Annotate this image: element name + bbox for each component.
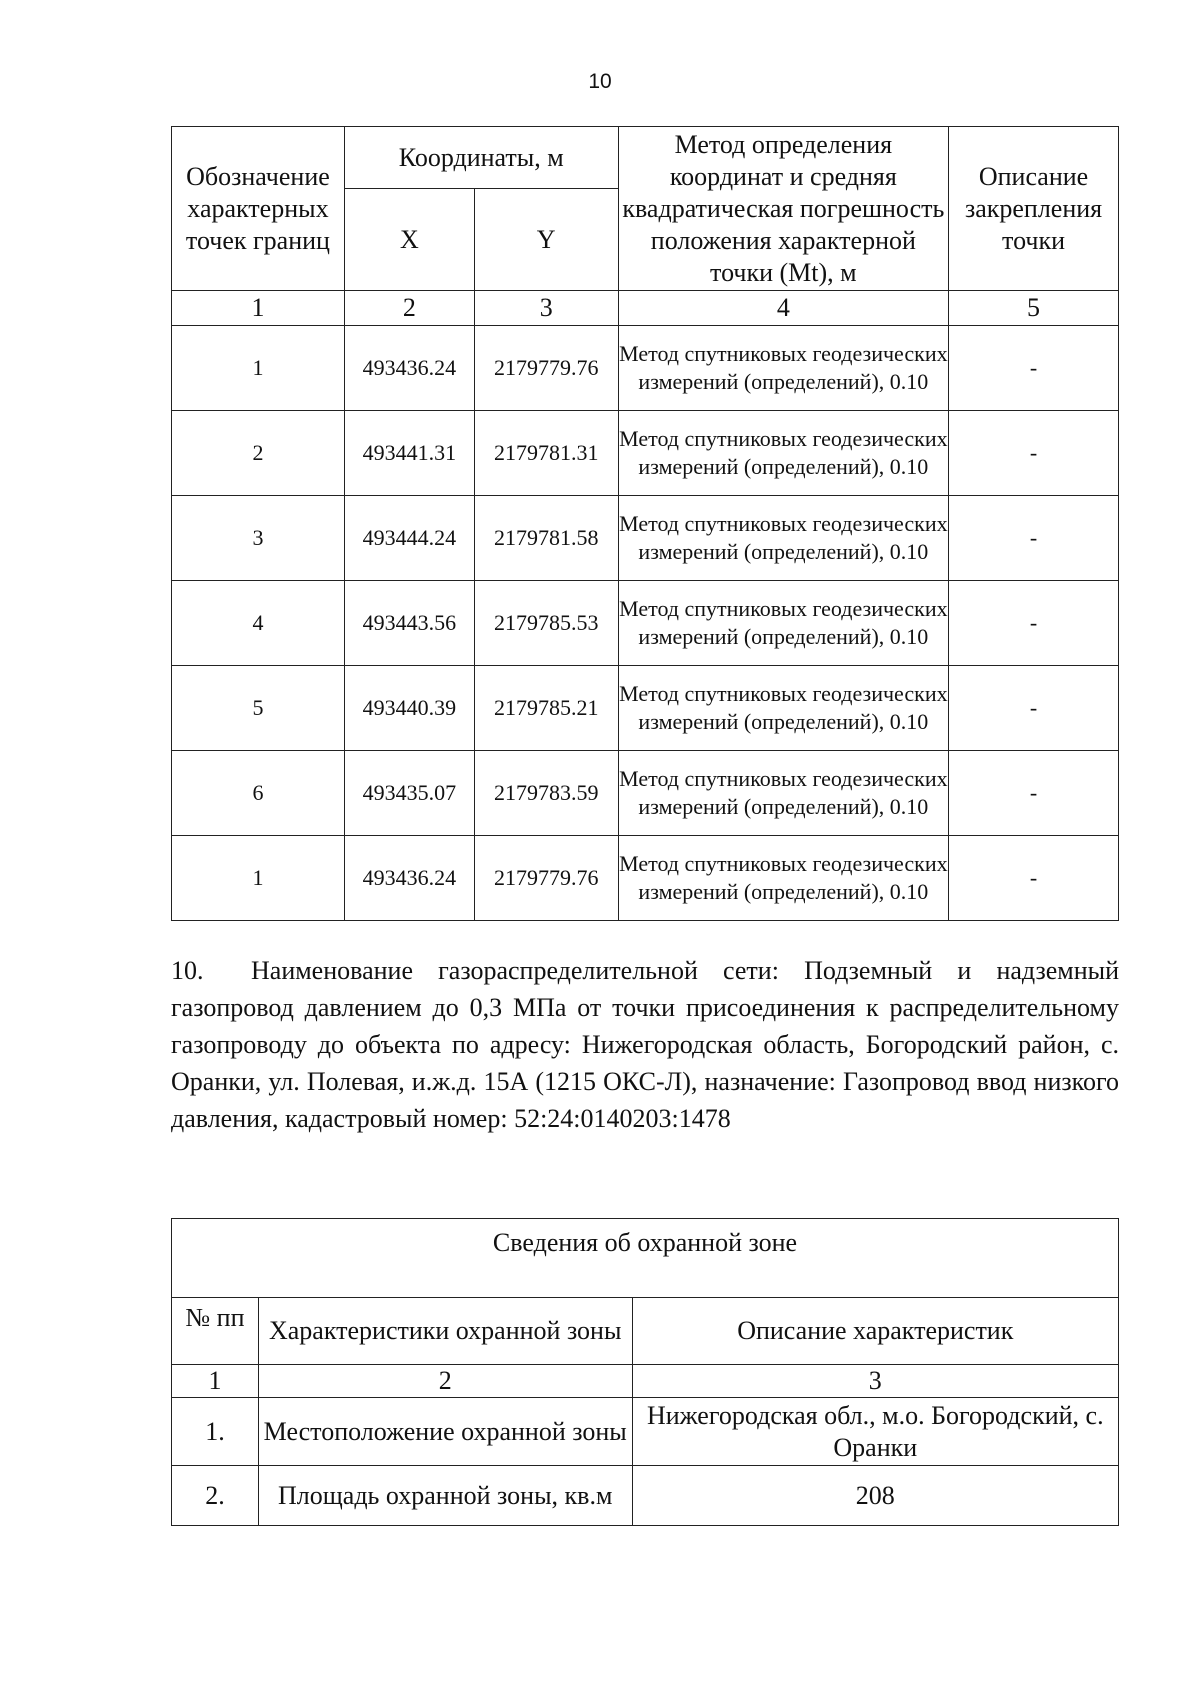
y-value: 2179785.21	[474, 666, 618, 751]
point-id: 5	[172, 666, 345, 751]
row-num: 2.	[172, 1466, 259, 1526]
table-row	[172, 581, 1119, 666]
header-zone-description: Описание характеристик	[632, 1298, 1118, 1365]
header-designation: Обозначение характерных точек границ	[172, 127, 345, 291]
row-description: 208	[632, 1466, 1118, 1526]
header-method: Метод определения координат и средняя квадратическая погрешность положения характерной точки (Mt), м	[618, 127, 948, 291]
description-text: -	[949, 326, 1119, 411]
column-number: 4	[618, 291, 948, 326]
description-text: -	[949, 836, 1119, 921]
method-text: Метод спутниковых геодезических измерений (определений), 0.10	[618, 581, 948, 666]
row-characteristic: Местоположение охранной зоны	[258, 1398, 632, 1466]
table-row	[172, 1398, 1119, 1466]
table-row	[172, 751, 1119, 836]
x-value: 493444.24	[344, 496, 474, 581]
method-text: Метод спутниковых геодезических измерений (определений), 0.10	[618, 751, 948, 836]
section-paragraph	[171, 952, 1119, 1137]
column-number-row	[172, 291, 1119, 326]
method-text: Метод спутниковых геодезических измерений (определений), 0.10	[618, 326, 948, 411]
zone-table-title-row	[172, 1219, 1119, 1298]
row-num: 1.	[172, 1398, 259, 1466]
point-id: 1	[172, 326, 345, 411]
section-number: 10.	[171, 956, 204, 985]
table-row	[172, 1466, 1119, 1526]
y-value: 2179781.58	[474, 496, 618, 581]
x-value: 493435.07	[344, 751, 474, 836]
description-text: -	[949, 751, 1119, 836]
description-text: -	[949, 411, 1119, 496]
header-y: Y	[474, 189, 618, 291]
point-id: 1	[172, 836, 345, 921]
x-value: 493440.39	[344, 666, 474, 751]
table-row	[172, 411, 1119, 496]
header-num: № пп	[172, 1298, 259, 1365]
header-characteristic: Характеристики охранной зоны	[258, 1298, 632, 1365]
x-value: 493443.56	[344, 581, 474, 666]
column-number: 5	[949, 291, 1119, 326]
method-text: Метод спутниковых геодезических измерений (определений), 0.10	[618, 666, 948, 751]
description-text: -	[949, 496, 1119, 581]
point-id: 6	[172, 751, 345, 836]
x-value: 493436.24	[344, 326, 474, 411]
y-value: 2179783.59	[474, 751, 618, 836]
point-id: 4	[172, 581, 345, 666]
column-number: 1	[172, 291, 345, 326]
zone-table-header-row	[172, 1298, 1119, 1365]
method-text: Метод спутниковых геодезических измерений (определений), 0.10	[618, 836, 948, 921]
table-row	[172, 666, 1119, 751]
zone-table-title: Сведения об охранной зоне	[172, 1219, 1119, 1298]
table-row	[172, 836, 1119, 921]
column-number-row	[172, 1365, 1119, 1398]
section-text: Наименование газораспределительной сети: Подземный и надземный газопровод давлением до 0,3 МПа от точки присоединения к распределительному газопроводу до объекта по адресу: Нижегородская область, Богородский район, с. Оранки, ул. Полевая, и.ж.д. 15А (1215 ОКС-Л), назначение: Газопровод ввод низкого давления, кадастровый номер: 52:24:0140203:1478	[171, 956, 1119, 1133]
row-description: Нижегородская обл., м.о. Богородский, с. Оранки	[632, 1398, 1118, 1466]
y-value: 2179779.76	[474, 836, 618, 921]
header-coordinates: Координаты, м	[344, 127, 618, 189]
y-value: 2179785.53	[474, 581, 618, 666]
column-number: 2	[258, 1365, 632, 1398]
description-text: -	[949, 581, 1119, 666]
page-number: 10	[588, 70, 612, 93]
table-row	[172, 326, 1119, 411]
column-number: 1	[172, 1365, 259, 1398]
description-text: -	[949, 666, 1119, 751]
coordinates-table	[171, 126, 1119, 921]
y-value: 2179781.31	[474, 411, 618, 496]
protection-zone-table	[171, 1218, 1119, 1526]
x-value: 493441.31	[344, 411, 474, 496]
column-number: 3	[632, 1365, 1118, 1398]
point-id: 3	[172, 496, 345, 581]
header-description: Описание закрепления точки	[949, 127, 1119, 291]
header-x: X	[344, 189, 474, 291]
point-id: 2	[172, 411, 345, 496]
y-value: 2179779.76	[474, 326, 618, 411]
method-text: Метод спутниковых геодезических измерений (определений), 0.10	[618, 411, 948, 496]
column-number: 3	[474, 291, 618, 326]
method-text: Метод спутниковых геодезических измерений (определений), 0.10	[618, 496, 948, 581]
x-value: 493436.24	[344, 836, 474, 921]
column-number: 2	[344, 291, 474, 326]
row-characteristic: Площадь охранной зоны, кв.м	[258, 1466, 632, 1526]
table-row	[172, 496, 1119, 581]
